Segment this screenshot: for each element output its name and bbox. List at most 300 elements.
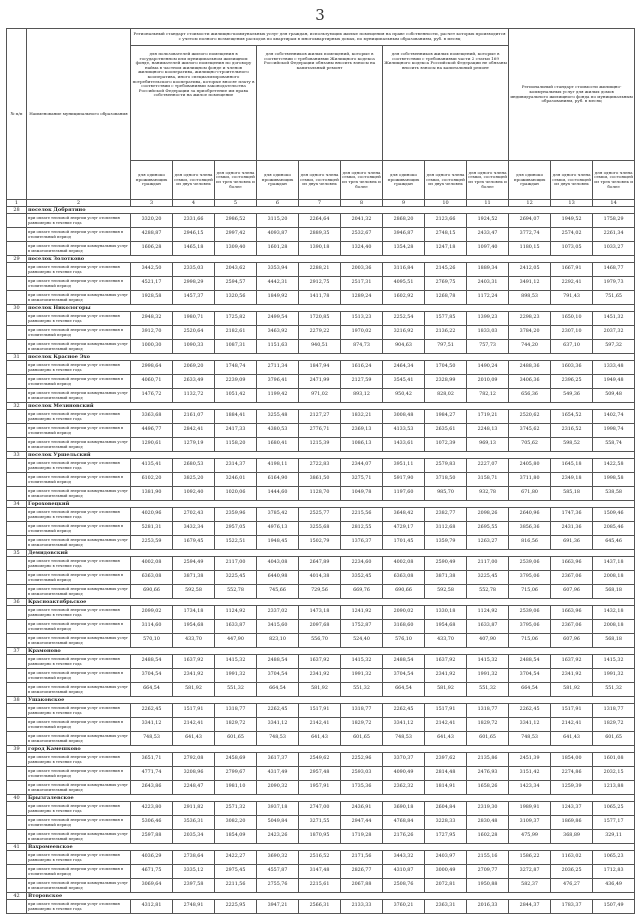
value-cell: 2234,60 [341,557,383,571]
value-cell: 1948,45 [257,536,299,550]
value-cell: 3341,12 [509,718,551,732]
value-cell: 1451,32 [593,312,635,326]
row-label: при оплате тепловой энергии услуг отопления в отопительный период [27,718,131,732]
value-cell: 1172,24 [467,291,509,305]
value-cell: 2792,08 [173,753,215,767]
value-cell: 4310,87 [383,865,425,879]
value-cell: 1399,23 [467,312,509,326]
value-cell: 1650,10 [551,312,593,326]
table-row [7,606,635,620]
row-number-cell [7,473,27,487]
table-row [7,655,635,669]
value-cell: 581,92 [299,683,341,697]
value-cell: 1087,31 [215,340,257,354]
value-cell: 645,46 [593,536,635,550]
value-cell: 1359,79 [425,536,467,550]
value-cell: 2262,45 [383,704,425,718]
value-cell: 2826,77 [341,865,383,879]
value-cell: 2136,22 [425,326,467,340]
value-cell: 1814,91 [425,781,467,795]
value-cell: 3785,42 [257,508,299,522]
value-cell: 782,12 [467,389,509,403]
value-cell: 4002,08 [131,557,173,571]
section-number: 40 [7,795,27,802]
column-index-13: 13 [551,200,593,207]
table-row [7,473,635,487]
value-cell: 1318,77 [467,704,509,718]
section-row [7,305,635,312]
value-cell: 1701,45 [383,536,425,550]
value-cell: 1663,96 [551,557,593,571]
value-cell: 2262,45 [131,704,173,718]
value-cell: 3008,48 [383,410,425,424]
column-index-3: 3 [131,200,173,207]
row-label: при оплате тепловой энергии услуг отопления в отопительный период [27,424,131,438]
value-cell: 1132,72 [173,389,215,403]
value-cell: 1949,48 [593,375,635,389]
value-cell: 2397,62 [425,753,467,767]
header-household-two: для одного члена семьи, состоящей из двух человек [551,161,593,200]
header-sub-c: для собственников жилых помещений, которые в соответствии с требованиями части 2 статьи 169 Жилищного кодекса Российской Федерации не обязаны вносить взносы на капитальный ремонт [383,46,509,161]
value-cell: 2362,32 [383,781,425,795]
value-cell: 4496,77 [131,424,173,438]
value-cell: 1241,92 [341,606,383,620]
value-cell: 1320,56 [215,291,257,305]
value-cell: 1984,27 [425,410,467,424]
value-cell: 3690,18 [383,802,425,816]
row-label: при оплате тепловой энергии услуг отопления в отопительный период [27,816,131,830]
value-cell: 2171,56 [341,851,383,865]
header-household-three: для одного члена семьи, состоящей из трех человек и более [593,161,635,200]
value-cell: 4521,17 [131,277,173,291]
row-label: при оплате тепловой энергии услуг отопления в отопительный период [27,375,131,389]
value-cell: 2253,59 [131,536,173,550]
value-cell: 4043,08 [257,557,299,571]
value-cell: 1586,22 [509,851,551,865]
value-cell: 1124,92 [215,606,257,620]
value-cell: 1704,50 [425,361,467,375]
row-number-cell [7,291,27,305]
value-cell: 3704,54 [509,669,551,683]
value-cell: 1957,91 [299,781,341,795]
value-cell: 2182,61 [215,326,257,340]
value-cell: 664,54 [509,683,551,697]
table-row [7,263,635,277]
value-cell: 1991,32 [341,669,383,683]
table-row [7,459,635,473]
value-cell: 2957,48 [299,767,341,781]
value-cell: 2812,55 [341,522,383,536]
value-cell: 2288,21 [299,263,341,277]
value-cell: 2597,88 [131,830,173,844]
value-cell: 1989,91 [509,802,551,816]
value-cell: 1633,87 [467,620,509,634]
value-cell: 447,90 [215,634,257,648]
value-cell: 2571,32 [215,802,257,816]
row-label: при оплате тепловой энергии услуг отопления равномерно в течение года [27,214,131,228]
value-cell: 4671,75 [131,865,173,879]
value-cell: 715,06 [509,634,551,648]
row-label: при оплате тепловой энергии коммунальных услуг в межотопительный период [27,389,131,403]
value-cell: 2520,64 [173,326,215,340]
value-cell: 568,18 [593,634,635,648]
row-number-cell [7,277,27,291]
section-row [7,697,635,704]
value-cell: 2814,48 [425,767,467,781]
value-cell: 4317,49 [257,767,299,781]
value-cell: 1097,40 [467,242,509,256]
value-cell: 1490,24 [467,361,509,375]
value-cell: 2319,30 [467,802,509,816]
value-cell: 1163,02 [551,851,593,865]
value-cell: 1735,36 [341,781,383,795]
value-cell: 1979,73 [593,277,635,291]
row-number-cell [7,312,27,326]
section-name: поселок Никологоры [27,305,635,312]
value-cell: 1086,13 [341,438,383,452]
value-cell: 433,70 [425,634,467,648]
value-cell: 2341,92 [425,669,467,683]
value-cell: 475,99 [509,830,551,844]
table-row [7,683,635,697]
value-cell: 3415,60 [257,620,299,634]
value-cell: 1423,34 [509,781,551,795]
value-cell: 1476,72 [131,389,173,403]
value-cell: 6440,98 [257,571,299,585]
value-cell: 4768,84 [383,816,425,830]
value-cell: 4060,71 [131,375,173,389]
value-cell: 4135,41 [131,459,173,473]
value-cell: 3912,70 [131,326,173,340]
header-household-three: для одного члена семьи, состоящей из трех человек и более [215,161,257,200]
value-cell: 1637,92 [425,655,467,669]
value-cell: 552,78 [467,585,509,599]
value-cell: 2008,18 [593,620,635,634]
value-cell: 1854,09 [215,830,257,844]
value-cell: 3951,11 [383,459,425,473]
value-cell: 2709,77 [467,865,509,879]
value-cell: 2396,25 [551,375,593,389]
value-cell: 2274,86 [551,767,593,781]
value-cell: 1680,41 [257,438,299,452]
value-cell: 1602,28 [467,830,509,844]
value-cell: 3651,71 [131,753,173,767]
section-name: Красноактябрьское [27,599,635,606]
value-cell: 3255,68 [299,522,341,536]
value-cell: 2142,41 [299,718,341,732]
value-cell: 1197,60 [383,487,425,501]
column-index-7: 7 [299,200,341,207]
row-label: при оплате тепловой энергии коммунальных услуг в межотопительный период [27,438,131,452]
value-cell: 4288,87 [131,228,173,242]
value-cell: 2574,02 [551,228,593,242]
table-row [7,508,635,522]
value-cell: 1998,74 [593,424,635,438]
value-cell: 4095,51 [383,277,425,291]
value-cell: 2517,31 [341,277,383,291]
table-row [7,277,635,291]
value-cell: 1616,24 [341,361,383,375]
value-cell: 5306,46 [131,816,173,830]
value-cell: 2702,43 [173,508,215,522]
row-label: при оплате тепловой энергии услуг отопления в отопительный период [27,277,131,291]
section-row [7,501,635,508]
value-cell: 1457,37 [173,291,215,305]
value-cell: 2799,67 [215,767,257,781]
value-cell: 1513,23 [341,312,383,326]
value-cell: 2476,93 [467,767,509,781]
value-cell: 757,73 [467,340,509,354]
value-cell: 1577,17 [593,816,635,830]
value-cell: 2451,39 [509,753,551,767]
header-household-three: для одного члена семьи, состоящей из трех человек и более [341,161,383,200]
value-cell: 2215,61 [299,879,341,893]
value-cell: 2127,27 [299,410,341,424]
row-number-cell [7,263,27,277]
value-cell: 1051,42 [215,389,257,403]
value-cell: 637,10 [551,340,593,354]
table-row [7,767,635,781]
table-row [7,438,635,452]
value-cell: 2090,02 [383,606,425,620]
value-cell: 2252,54 [383,312,425,326]
value-cell: 3856,36 [509,522,551,536]
value-cell: 1829,72 [215,718,257,732]
section-row [7,550,635,557]
value-cell: 3784,20 [509,326,551,340]
table-row [7,228,635,242]
value-cell: 2331,66 [173,214,215,228]
value-cell: 2382,77 [425,508,467,522]
value-cell: 2422,27 [215,851,257,865]
value-cell: 3228,33 [425,816,467,830]
section-row [7,795,635,802]
value-cell: 2037,32 [593,326,635,340]
value-cell: 2946,15 [173,228,215,242]
value-cell: 1517,91 [425,704,467,718]
value-cell: 1433,61 [383,438,425,452]
value-cell: 3109,37 [509,816,551,830]
value-cell: 2776,71 [299,424,341,438]
value-cell: 3341,12 [257,718,299,732]
table-header [7,29,635,207]
value-cell: 1473,18 [299,606,341,620]
value-cell: 2403,97 [425,851,467,865]
section-number: 29 [7,256,27,263]
table-row [7,851,635,865]
value-cell: 1263,27 [467,536,509,550]
value-cell: 2722,83 [299,459,341,473]
value-cell: 3115,20 [257,214,299,228]
table-row [7,312,635,326]
value-cell: 1783,37 [551,900,593,914]
value-cell: 5917,90 [383,473,425,487]
value-cell: 592,58 [425,585,467,599]
value-cell: 3275,71 [341,473,383,487]
value-cell: 3795,06 [509,620,551,634]
value-cell: 551,32 [593,683,635,697]
value-cell: 2248,47 [173,781,215,795]
section-number: 42 [7,893,27,900]
value-cell: 1601,28 [257,242,299,256]
value-cell: 2123,66 [425,214,467,228]
value-cell: 2471,99 [299,375,341,389]
value-cell: 549,36 [551,389,593,403]
value-cell: 2161,07 [173,410,215,424]
table-row [7,732,635,746]
value-cell: 329,11 [593,830,635,844]
row-label: при оплате тепловой энергии коммунальных услуг в межотопительный период [27,585,131,599]
value-cell: 2225,95 [215,900,257,914]
row-number-cell [7,375,27,389]
section-number: 30 [7,305,27,312]
value-cell: 3352,45 [341,571,383,585]
section-name: поселок Добрятино [27,207,635,214]
value-cell: 1437,18 [593,557,635,571]
header-name: Наименование муниципального образования [27,29,131,200]
row-number-cell [7,620,27,634]
section-name: Вахромеевское [27,844,635,851]
table-row [7,802,635,816]
row-label: при оплате тепловой энергии услуг отопления в отопительный период [27,571,131,585]
value-cell: 2593,03 [341,767,383,781]
value-cell: 2298,23 [509,312,551,326]
value-cell: 3370,37 [383,753,425,767]
value-cell: 607,96 [551,585,593,599]
value-cell: 2341,92 [299,669,341,683]
value-cell: 2341,92 [551,669,593,683]
value-cell: 791,43 [551,291,593,305]
value-cell: 601,65 [467,732,509,746]
section-number: 28 [7,207,27,214]
value-cell: 2227,07 [467,459,509,473]
value-cell: 2032,15 [593,767,635,781]
value-cell: 669,76 [341,585,383,599]
section-row [7,354,635,361]
value-cell: 2508,76 [383,879,425,893]
row-label: при оплате тепловой энергии услуг отопления равномерно в течение года [27,508,131,522]
value-cell: 3069,64 [131,879,173,893]
value-cell: 1151,63 [257,340,299,354]
table-row [7,879,635,893]
section-row [7,599,635,606]
value-cell: 1415,32 [467,655,509,669]
value-cell: 2292,41 [551,277,593,291]
row-label: при оплате тепловой энергии услуг отопления в отопительный период [27,473,131,487]
section-name: Брызгалевское [27,795,635,802]
value-cell: 3158,71 [467,473,509,487]
row-label: при оплате тепловой энергии услуг отопления равномерно в течение года [27,557,131,571]
value-cell: 4093,87 [257,228,299,242]
header-household-single: для одиноко проживающих граждан [131,161,173,200]
value-cell: 1981,10 [215,781,257,795]
value-cell: 1980,71 [173,312,215,326]
section-row [7,746,635,753]
value-cell: 2532,67 [341,228,383,242]
value-cell: 598,52 [551,438,593,452]
value-cell: 3690,32 [257,851,299,865]
table-row [7,410,635,424]
value-cell: 3947,21 [257,900,299,914]
column-index-8: 8 [341,200,383,207]
value-cell: 3871,38 [425,571,467,585]
value-cell: 2948,32 [131,312,173,326]
row-label: при оплате тепловой энергии услуг отопления равномерно в течение года [27,802,131,816]
value-cell: 2997,42 [215,228,257,242]
row-label: при оплате тепловой энергии услуг отопления в отопительный период [27,767,131,781]
value-cell: 3871,38 [173,571,215,585]
value-cell: 2262,45 [257,704,299,718]
value-cell: 751,65 [593,291,635,305]
value-cell: 828,02 [425,389,467,403]
row-number-cell [7,585,27,599]
value-cell: 2252,96 [341,753,383,767]
value-cell: 3536,31 [173,816,215,830]
value-cell: 1000,30 [131,340,173,354]
value-cell: 2436,91 [341,802,383,816]
value-cell: 582,37 [509,879,551,893]
section-number: 32 [7,403,27,410]
section-row [7,403,635,410]
value-cell: 1158,20 [215,438,257,452]
value-cell: 2176,26 [383,830,425,844]
table-row [7,704,635,718]
value-cell: 551,32 [215,683,257,697]
column-index-11: 11 [467,200,509,207]
row-number-cell [7,732,27,746]
row-label: при оплате тепловой энергии услуг отопления равномерно в течение года [27,410,131,424]
value-cell: 1465,18 [173,242,215,256]
value-cell: 2830,48 [467,816,509,830]
value-cell: 601,65 [215,732,257,746]
table-row [7,389,635,403]
value-cell: 1719,28 [341,830,383,844]
value-cell: 1290,61 [131,438,173,452]
value-cell: 2458,69 [215,753,257,767]
value-cell: 715,06 [509,585,551,599]
value-cell: 2335,03 [173,263,215,277]
row-number-cell [7,704,27,718]
value-cell: 2248,13 [467,424,509,438]
row-label: при оплате тепловой энергии коммунальных услуг в межотопительный период [27,242,131,256]
value-cell: 1991,32 [593,669,635,683]
table-row [7,424,635,438]
value-cell: 1415,32 [593,655,635,669]
row-label: при оплате тепловой энергии услуг отопления равномерно в течение года [27,263,131,277]
section-name: Крамоново [27,648,635,655]
value-cell: 1090,33 [173,340,215,354]
value-cell: 585,18 [551,487,593,501]
value-cell: 1318,77 [215,704,257,718]
value-cell: 1128,70 [299,487,341,501]
value-cell: 1092,40 [173,487,215,501]
value-cell: 898,53 [509,291,551,305]
row-number-cell [7,536,27,550]
value-cell: 664,54 [131,683,173,697]
value-cell: 3112,68 [425,522,467,536]
value-cell: 2337,02 [257,606,299,620]
header-group-a: Региональный стандарт стоимости жилищно-коммунальных услуг для граждан, использующих жилые помещения на праве собственности, расчет которых производится с учетом полного возмещения расходов по квартирам в многоквартирных домах, по муниципальным образованиям, руб. в месяц [131,29,509,46]
value-cell: 1279,19 [173,438,215,452]
row-label: при оплате тепловой энергии услуг отопления равномерно в течение года [27,361,131,375]
value-cell: 1734,18 [173,606,215,620]
value-cell: 971,02 [299,389,341,403]
value-cell: 2488,36 [509,361,551,375]
value-cell: 1259,39 [551,781,593,795]
value-cell: 1950,88 [467,879,509,893]
section-row [7,893,635,900]
table-row [7,361,635,375]
